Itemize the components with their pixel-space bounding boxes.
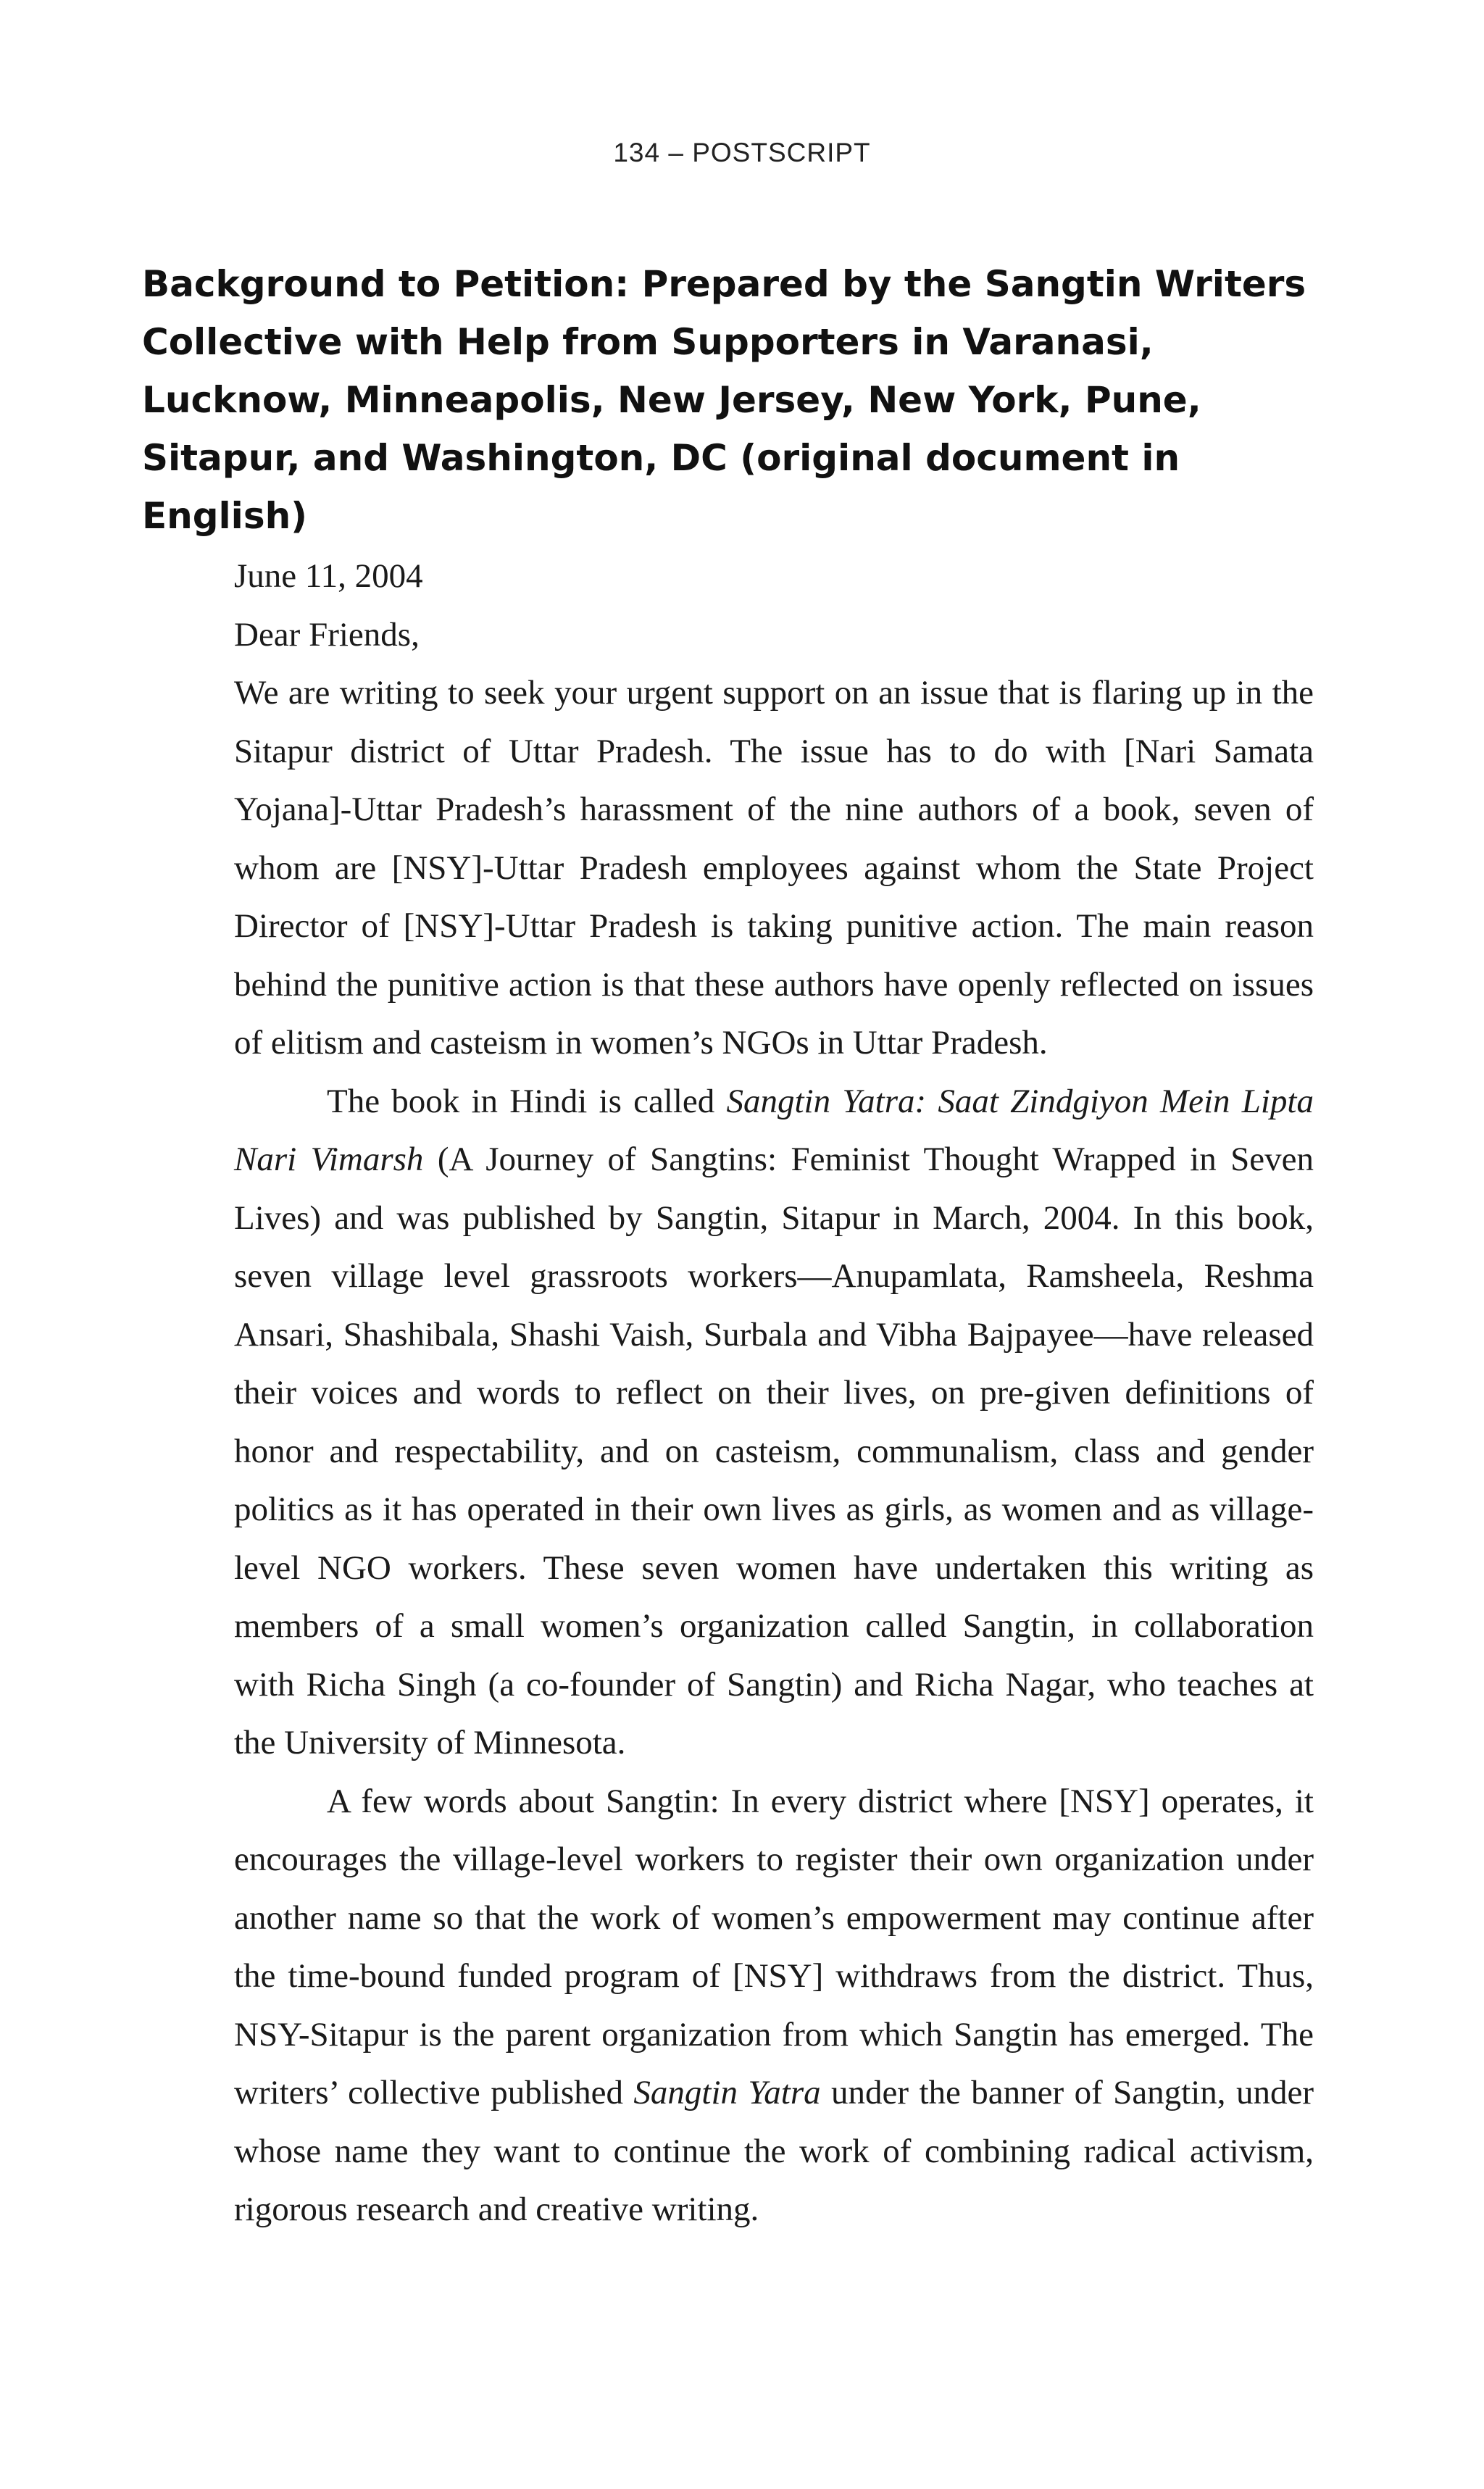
running-head: 134 – POSTSCRIPT: [613, 138, 871, 167]
paragraph-2-text-b: (A Journey of Sangtins: Feminist Thought Wrapped in Seven Lives) and was published by Sangtin, Sitapur in March, 2004. In this book, seven village level grassroots workers—Anupamlata, Ramsheela, Reshma Ansari, Shashibala, Shashi Vaish, Surbala and Vibha Bajpayee—have released their voices and words to reflect on their lives, on pre-given definitions of honor and respectability, and on casteism, communalism, class and gender politics as it has operated in their own lives as girls, as women and as village-level NGO workers. These seven women have undertaken this writing as members of a small women’s organization called Sangtin, in collaboration with Richa Singh (a co-founder of Sangtin) and Richa Nagar, who teaches at the University of Minnesota.: [234, 1141, 1314, 1762]
letter-paragraph-3: [234, 1772, 1314, 2239]
letter-paragraph-1: We are writing to seek your urgent support on an issue that is flaring up in the Sitapur district of Uttar Pradesh. The issue has to do with [Nari Samata Yojana]-Uttar Pradesh’s harassment of the nine authors of a book, seven of whom are [NSY]-Uttar Pradesh employees against whom the State Project Director of [NSY]-Uttar Pradesh is taking punitive action. The main reason behind the punitive action is that these authors have openly reflected on issues of elitism and casteism in women’s NGOs in Uttar Pradesh.: [234, 674, 1314, 1062]
letter-date: June 11, 2004: [234, 557, 423, 595]
section-heading: Background to Petition: Prepared by the Sangtin Writers Collective with Help from Supporters in Varanasi, Lucknow, Minneapolis, New Jersey, New York, Pune, Sitapur, and Washington, DC (original document in English): [142, 263, 1306, 537]
paragraph-2-text-a: The book in Hindi is called: [327, 1082, 727, 1120]
paragraph-3-text-a: A few words about Sangtin: In every district where [NSY] operates, it encourages the village-level workers to register their own organization under another name so that the work of women’s empowerment may continue after the time-bound funded program of [NSY] withdraws from the district. Thus, NSY-Sitapur is the parent organization from which Sangtin has emerged. The writers’ collective published: [234, 1782, 1314, 2111]
letter-body: [234, 547, 1314, 2239]
letter-salutation: Dear Friends,: [234, 615, 420, 654]
book-title-hindi: Sangtin Yatra: Saat Zindgiyon Mein Lipta Nari Vimarsh: [234, 1082, 1314, 1178]
book-title-short: Sangtin Yatra: [633, 2074, 821, 2111]
paragraph-3-text-b: under the banner of Sangtin, under whose name they want to continue the work of combining radical activism, rigorous research and creative writing.: [234, 2074, 1314, 2228]
letter-paragraph-2: [234, 1072, 1314, 1772]
